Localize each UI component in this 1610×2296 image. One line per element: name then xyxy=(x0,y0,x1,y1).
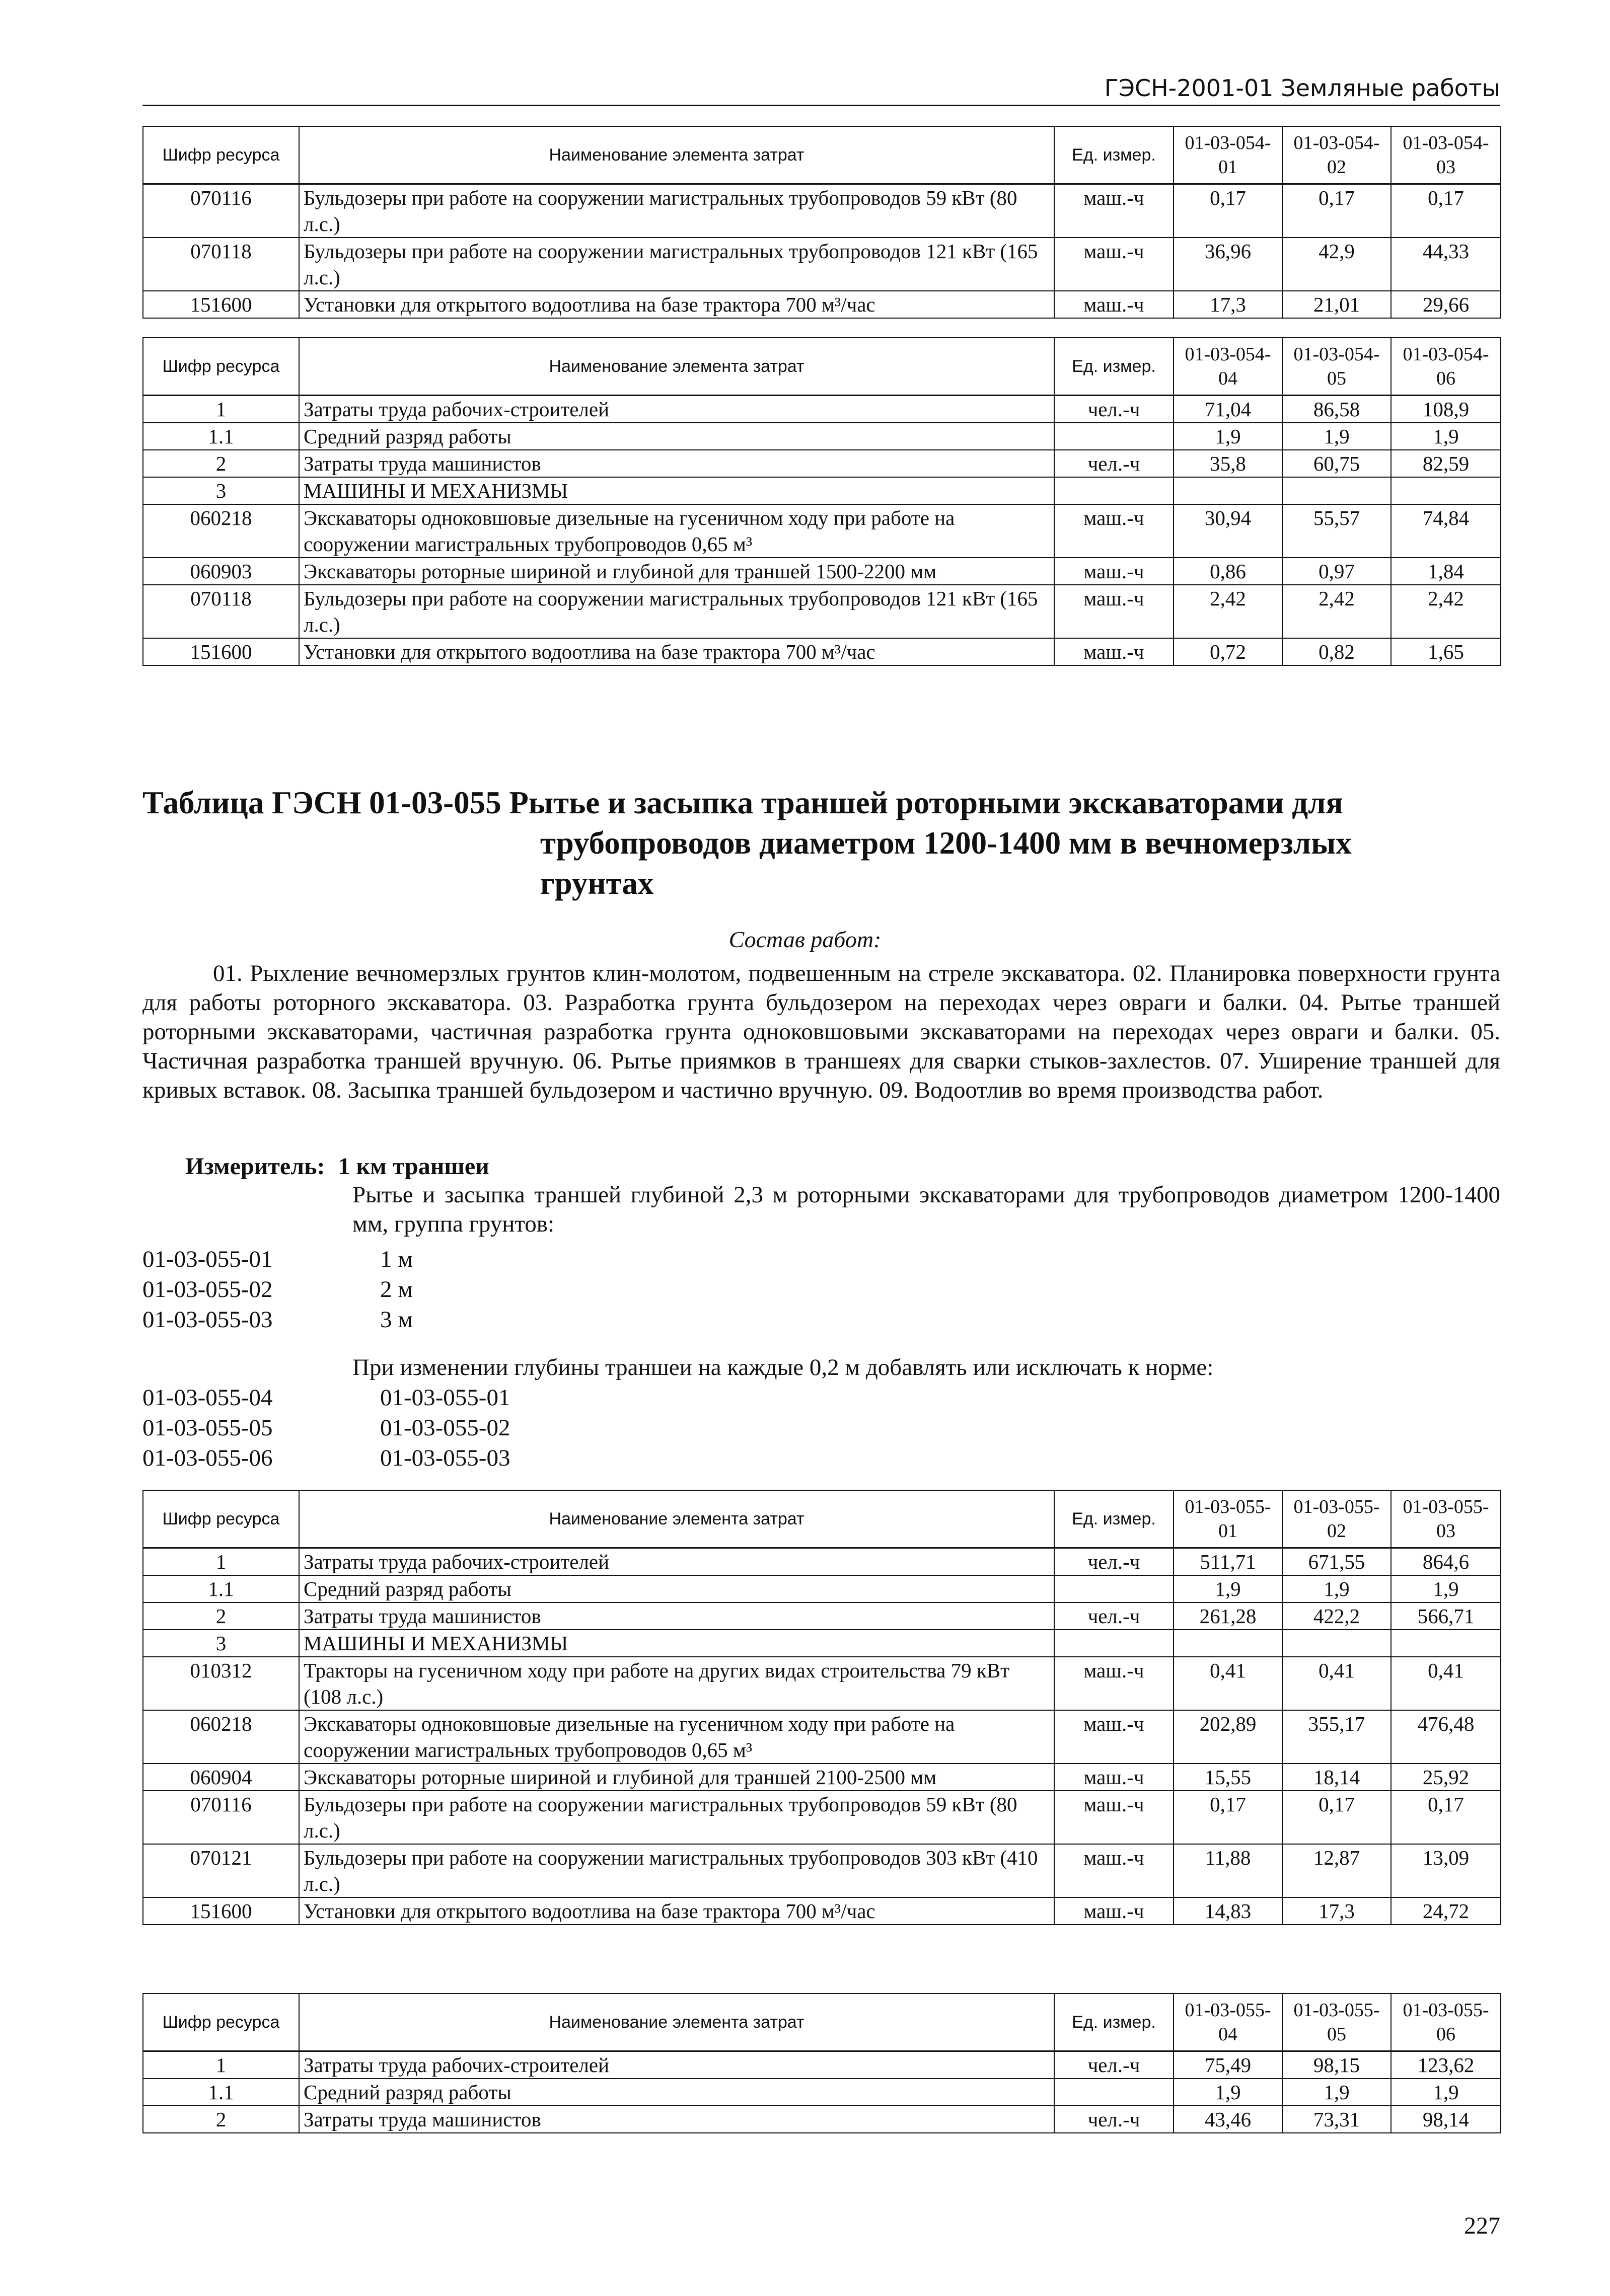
norm-ref: 01-03-055-03 xyxy=(380,1445,510,1471)
cost-element-name: Средний разряд работы xyxy=(299,423,1054,450)
unit: маш.-ч xyxy=(1054,1764,1174,1791)
cost-element-name: Бульдозеры при работе на сооружении магистральных трубопроводов 121 кВт (165 л.с.) xyxy=(299,238,1054,291)
header-code: Шифр ресурса xyxy=(143,338,299,396)
table-row xyxy=(143,1764,1501,1791)
measure-value: 1 км траншеи xyxy=(338,1153,489,1180)
unit: маш.-ч xyxy=(1054,638,1174,665)
table-title xyxy=(142,783,1352,903)
header-name: Наименование элемента затрат xyxy=(299,1490,1054,1548)
cost-element-name: Затраты труда машинистов xyxy=(299,450,1054,477)
resource-code: 060904 xyxy=(143,1764,299,1791)
cost-element-name: Тракторы на гусеничном ходу при работе на других видах строительства 79 кВт (108 л.с.) xyxy=(299,1657,1054,1710)
resource-code: 3 xyxy=(143,477,299,504)
norm-code: 01-03-055-01 xyxy=(142,1246,273,1272)
norm-value: 55,57 xyxy=(1282,504,1391,558)
norm-value: 21,01 xyxy=(1282,291,1391,318)
norm-value: 14,83 xyxy=(1174,1897,1282,1925)
resource-code: 3 xyxy=(143,1630,299,1657)
resource-code: 1.1 xyxy=(143,2079,299,2106)
resource-code: 151600 xyxy=(143,638,299,665)
norm-value: 24,72 xyxy=(1391,1897,1501,1925)
norm-value: 98,15 xyxy=(1282,2051,1391,2079)
header-norm-code: 01-03-054-04 xyxy=(1174,338,1282,396)
resource-code: 1 xyxy=(143,1548,299,1576)
cost-element-name: Средний разряд работы xyxy=(299,1575,1054,1602)
table-row xyxy=(143,2079,1501,2106)
header-norm-code: 01-03-055-03 xyxy=(1391,1490,1501,1548)
norm-value: 0,41 xyxy=(1282,1657,1391,1710)
cost-element-name: Бульдозеры при работе на сооружении магистральных трубопроводов 303 кВт (410 л.с.) xyxy=(299,1844,1054,1897)
cost-element-name: Бульдозеры при работе на сооружении магистральных трубопроводов 59 кВт (80 л.с.) xyxy=(299,1791,1054,1844)
norm-value: 86,58 xyxy=(1282,396,1391,423)
norm-value: 1,9 xyxy=(1282,2079,1391,2106)
table-row xyxy=(143,396,1501,423)
page-number: 227 xyxy=(1464,2212,1500,2239)
norm-value: 0,17 xyxy=(1174,184,1282,238)
resource-code: 151600 xyxy=(143,1897,299,1925)
unit: чел.-ч xyxy=(1054,396,1174,423)
unit xyxy=(1054,423,1174,450)
norm-value: 12,87 xyxy=(1282,1844,1391,1897)
unit: маш.-ч xyxy=(1054,1844,1174,1897)
resource-code: 2 xyxy=(143,2106,299,2133)
header-title: ГЭСН-2001-01 Земляные работы xyxy=(1104,74,1500,102)
unit: чел.-ч xyxy=(1054,450,1174,477)
norm-description: Рытье и засыпка траншей глубиной 2,3 м роторными экскаваторами для трубопроводов диаметром 1200-1400 мм, группа грунтов: xyxy=(352,1182,1500,1237)
unit: маш.-ч xyxy=(1054,504,1174,558)
norm-value: 71,04 xyxy=(1174,396,1282,423)
cost-element-name: Установки для открытого водоотлива на базе трактора 700 м³/час xyxy=(299,638,1054,665)
unit: чел.-ч xyxy=(1054,1548,1174,1576)
header-name: Наименование элемента затрат xyxy=(299,338,1054,396)
cost-element-name: МАШИНЫ И МЕХАНИЗМЫ xyxy=(299,1630,1054,1657)
resource-code: 070116 xyxy=(143,1791,299,1844)
norm-value: 1,9 xyxy=(1174,423,1282,450)
norm-value: 18,14 xyxy=(1282,1764,1391,1791)
norm-value: 0,97 xyxy=(1282,558,1391,585)
measure xyxy=(185,1153,489,1180)
resource-code: 070118 xyxy=(143,585,299,638)
table-row xyxy=(143,1791,1501,1844)
header-norm-code: 01-03-054-03 xyxy=(1391,126,1501,184)
norm-ref: 01-03-055-02 xyxy=(380,1415,510,1441)
header-unit: Ед. измер. xyxy=(1054,1490,1174,1548)
norm-value: 15,55 xyxy=(1174,1764,1282,1791)
unit xyxy=(1054,1575,1174,1602)
resource-code: 1 xyxy=(143,2051,299,2079)
norm-value: 13,09 xyxy=(1391,1844,1501,1897)
cost-element-name: МАШИНЫ И МЕХАНИЗМЫ xyxy=(299,477,1054,504)
norm-value: 0,17 xyxy=(1174,1791,1282,1844)
unit: маш.-ч xyxy=(1054,1791,1174,1844)
norm-value: 0,17 xyxy=(1282,184,1391,238)
header-norm-code: 01-03-055-06 xyxy=(1391,1994,1501,2051)
cost-element-name: Экскаваторы роторные шириной и глубиной для траншей 2100-2500 мм xyxy=(299,1764,1054,1791)
norm-value: 0,86 xyxy=(1174,558,1282,585)
cost-element-name: Бульдозеры при работе на сооружении магистральных трубопроводов 121 кВт (165 л.с.) xyxy=(299,585,1054,638)
resource-code: 010312 xyxy=(143,1657,299,1710)
table-row xyxy=(143,558,1501,585)
norm-value: 261,28 xyxy=(1174,1602,1282,1630)
norm-value: 1,65 xyxy=(1391,638,1501,665)
cost-element-name: Затраты труда машинистов xyxy=(299,1602,1054,1630)
table-row xyxy=(143,1844,1501,1897)
title-line-1: Таблица ГЭСН 01-03-055 Рытье и засыпка траншей роторными экскаваторами для xyxy=(142,785,1343,820)
norm-table-055-04-06 xyxy=(142,1993,1501,2133)
unit: маш.-ч xyxy=(1054,1710,1174,1764)
norm-value xyxy=(1391,477,1501,504)
header-unit: Ед. измер. xyxy=(1054,126,1174,184)
norm-value: 0,41 xyxy=(1391,1657,1501,1710)
depth-change-note: При изменении глубины траншеи на каждые 0,2 м добавлять или исключать к норме: xyxy=(352,1354,1214,1381)
cost-element-name: Затраты труда рабочих-строителей xyxy=(299,1548,1054,1576)
header-norm-code: 01-03-055-02 xyxy=(1282,1490,1391,1548)
header-norm-code: 01-03-055-04 xyxy=(1174,1994,1282,2051)
unit: чел.-ч xyxy=(1054,2051,1174,2079)
cost-element-name: Затраты труда рабочих-строителей xyxy=(299,2051,1054,2079)
cost-element-name: Установки для открытого водоотлива на базе трактора 700 м³/час xyxy=(299,1897,1054,1925)
norm-table-055-01-03 xyxy=(142,1490,1501,1925)
norm-value: 511,71 xyxy=(1174,1548,1282,1576)
table-row xyxy=(143,1630,1501,1657)
unit: маш.-ч xyxy=(1054,1897,1174,1925)
norm-value: 1,84 xyxy=(1391,558,1501,585)
table-row xyxy=(143,638,1501,665)
resource-code: 2 xyxy=(143,1602,299,1630)
table-row xyxy=(143,504,1501,558)
table-row xyxy=(143,423,1501,450)
resource-code: 151600 xyxy=(143,291,299,318)
work-composition-text: 01. Рыхление вечномерзлых грунтов клин-молотом, подвешенным на стреле экскаватора. 02. Планировка поверхности грунта для работы роторного экскаватора. 03. Разработка грунта бульдозером на переходах через овраги и балки. 04. Рытье траншей роторными экскаваторами, частичная разработка грунта одноковшовыми экскаваторами на переходах через овраги и балки. 05. Частичная разработка траншей вручную. 06. Рытье приямков в траншеях для сварки стыков-захлестов. 07. Уширение траншей для кривых вставок. 08. Засыпка траншей бульдозером и частично вручную. 09. Водоотлив во время производства работ. xyxy=(142,960,1500,1103)
resource-code: 070118 xyxy=(143,238,299,291)
cost-element-name: Затраты труда машинистов xyxy=(299,2106,1054,2133)
norm-value: 566,71 xyxy=(1391,1602,1501,1630)
measure-label: Измеритель: xyxy=(185,1153,325,1180)
norm-value: 0,17 xyxy=(1391,1791,1501,1844)
norm-value: 17,3 xyxy=(1282,1897,1391,1925)
unit: маш.-ч xyxy=(1054,184,1174,238)
unit: маш.-ч xyxy=(1054,291,1174,318)
norm-value: 30,94 xyxy=(1174,504,1282,558)
norm-value: 1,9 xyxy=(1391,423,1501,450)
cost-element-name: Средний разряд работы xyxy=(299,2079,1054,2106)
norm-code: 01-03-055-02 xyxy=(142,1276,273,1303)
norm-value: 1,9 xyxy=(1282,1575,1391,1602)
norm-value: 1 м xyxy=(380,1246,413,1272)
norm-value: 43,46 xyxy=(1174,2106,1282,2133)
norm-code: 01-03-055-06 xyxy=(142,1445,273,1471)
unit xyxy=(1054,477,1174,504)
norm-value: 864,6 xyxy=(1391,1548,1501,1576)
header-code: Шифр ресурса xyxy=(143,126,299,184)
title-line-2: трубопроводов диаметром 1200-1400 мм в вечномерзлых xyxy=(540,825,1352,861)
norm-value: 29,66 xyxy=(1391,291,1501,318)
norm-value: 123,62 xyxy=(1391,2051,1501,2079)
table-row xyxy=(143,1548,1501,1576)
resource-code: 1.1 xyxy=(143,1575,299,1602)
norm-value: 44,33 xyxy=(1391,238,1501,291)
norm-value: 0,82 xyxy=(1282,638,1391,665)
norm-value: 0,72 xyxy=(1174,638,1282,665)
title-line-3: грунтах xyxy=(540,866,654,901)
norm-value: 202,89 xyxy=(1174,1710,1282,1764)
table-row xyxy=(143,1575,1501,1602)
norm-value xyxy=(1282,1630,1391,1657)
norm-value: 74,84 xyxy=(1391,504,1501,558)
table-row xyxy=(143,1897,1501,1925)
cost-element-name: Экскаваторы одноковшовые дизельные на гусеничном ходу при работе на сооружении магистральных трубопроводов 0,65 м³ xyxy=(299,504,1054,558)
unit: чел.-ч xyxy=(1054,2106,1174,2133)
norm-value: 0,17 xyxy=(1282,1791,1391,1844)
norm-value xyxy=(1174,1630,1282,1657)
norm-table-054-04-06 xyxy=(142,337,1501,666)
header-name: Наименование элемента затрат xyxy=(299,1994,1054,2051)
norm-code: 01-03-055-04 xyxy=(142,1385,273,1411)
norm-value: 36,96 xyxy=(1174,238,1282,291)
table-row xyxy=(143,238,1501,291)
resource-code: 060218 xyxy=(143,1710,299,1764)
norm-value: 671,55 xyxy=(1282,1548,1391,1576)
header-code: Шифр ресурса xyxy=(143,1994,299,2051)
work-composition-heading: Состав работ: xyxy=(728,927,882,952)
header-norm-code: 01-03-055-05 xyxy=(1282,1994,1391,2051)
unit: чел.-ч xyxy=(1054,1602,1174,1630)
table-row xyxy=(143,1657,1501,1710)
cost-element-name: Установки для открытого водоотлива на базе трактора 700 м³/час xyxy=(299,291,1054,318)
page-header xyxy=(142,70,1500,106)
table-row xyxy=(143,450,1501,477)
norm-value: 2 м xyxy=(380,1276,413,1303)
norm-value: 2,42 xyxy=(1282,585,1391,638)
norm-value: 0,41 xyxy=(1174,1657,1282,1710)
table-row xyxy=(143,477,1501,504)
resource-code: 1 xyxy=(143,396,299,423)
cost-element-name: Затраты труда рабочих-строителей xyxy=(299,396,1054,423)
norm-value: 476,48 xyxy=(1391,1710,1501,1764)
header-name: Наименование элемента затрат xyxy=(299,126,1054,184)
header-norm-code: 01-03-055-01 xyxy=(1174,1490,1282,1548)
norm-value: 1,9 xyxy=(1391,1575,1501,1602)
header-norm-code: 01-03-054-01 xyxy=(1174,126,1282,184)
norm-table-054-01-03 xyxy=(142,126,1501,319)
norm-value: 355,17 xyxy=(1282,1710,1391,1764)
unit xyxy=(1054,1630,1174,1657)
norm-value: 2,42 xyxy=(1391,585,1501,638)
unit: маш.-ч xyxy=(1054,1657,1174,1710)
resource-code: 2 xyxy=(143,450,299,477)
unit xyxy=(1054,2079,1174,2106)
resource-code: 1.1 xyxy=(143,423,299,450)
unit: маш.-ч xyxy=(1054,558,1174,585)
norm-value: 1,9 xyxy=(1174,1575,1282,1602)
norm-code: 01-03-055-03 xyxy=(142,1307,273,1333)
cost-element-name: Экскаваторы роторные шириной и глубиной для траншей 1500-2200 мм xyxy=(299,558,1054,585)
table-row xyxy=(143,184,1501,238)
norm-value: 98,14 xyxy=(1391,2106,1501,2133)
norm-value: 82,59 xyxy=(1391,450,1501,477)
norm-value: 25,92 xyxy=(1391,1764,1501,1791)
header-norm-code: 01-03-054-06 xyxy=(1391,338,1501,396)
resource-code: 060218 xyxy=(143,504,299,558)
header-code: Шифр ресурса xyxy=(143,1490,299,1548)
norm-value: 422,2 xyxy=(1282,1602,1391,1630)
norm-value xyxy=(1174,477,1282,504)
norm-code: 01-03-055-05 xyxy=(142,1415,273,1441)
table-row xyxy=(143,585,1501,638)
header-norm-code: 01-03-054-05 xyxy=(1282,338,1391,396)
norm-value xyxy=(1391,1630,1501,1657)
table-row xyxy=(143,2106,1501,2133)
cost-element-name: Бульдозеры при работе на сооружении магистральных трубопроводов 59 кВт (80 л.с.) xyxy=(299,184,1054,238)
norm-value: 1,9 xyxy=(1174,2079,1282,2106)
norm-value xyxy=(1282,477,1391,504)
table-row xyxy=(143,1602,1501,1630)
norm-value: 0,17 xyxy=(1391,184,1501,238)
table-header-row xyxy=(143,1490,1501,1548)
norm-value: 35,8 xyxy=(1174,450,1282,477)
resource-code: 070116 xyxy=(143,184,299,238)
norm-value: 2,42 xyxy=(1174,585,1282,638)
header-unit: Ед. измер. xyxy=(1054,1994,1174,2051)
resource-code: 070121 xyxy=(143,1844,299,1897)
norm-value: 11,88 xyxy=(1174,1844,1282,1897)
norm-ref: 01-03-055-01 xyxy=(380,1385,510,1411)
norm-value: 3 м xyxy=(380,1307,413,1333)
norm-value: 75,49 xyxy=(1174,2051,1282,2079)
cost-element-name: Экскаваторы одноковшовые дизельные на гусеничном ходу при работе на сооружении магистральных трубопроводов 0,65 м³ xyxy=(299,1710,1054,1764)
table-row xyxy=(143,1710,1501,1764)
table-header-row xyxy=(143,338,1501,396)
norm-value: 17,3 xyxy=(1174,291,1282,318)
norm-value: 108,9 xyxy=(1391,396,1501,423)
table-row xyxy=(143,2051,1501,2079)
header-unit: Ед. измер. xyxy=(1054,338,1174,396)
norm-value: 73,31 xyxy=(1282,2106,1391,2133)
header-norm-code: 01-03-054-02 xyxy=(1282,126,1391,184)
norm-value: 1,9 xyxy=(1282,423,1391,450)
norm-value: 42,9 xyxy=(1282,238,1391,291)
norm-value: 60,75 xyxy=(1282,450,1391,477)
table-header-row xyxy=(143,1994,1501,2051)
table-header-row xyxy=(143,126,1501,184)
table-row xyxy=(143,291,1501,318)
norm-value: 1,9 xyxy=(1391,2079,1501,2106)
unit: маш.-ч xyxy=(1054,238,1174,291)
unit: маш.-ч xyxy=(1054,585,1174,638)
resource-code: 060903 xyxy=(143,558,299,585)
